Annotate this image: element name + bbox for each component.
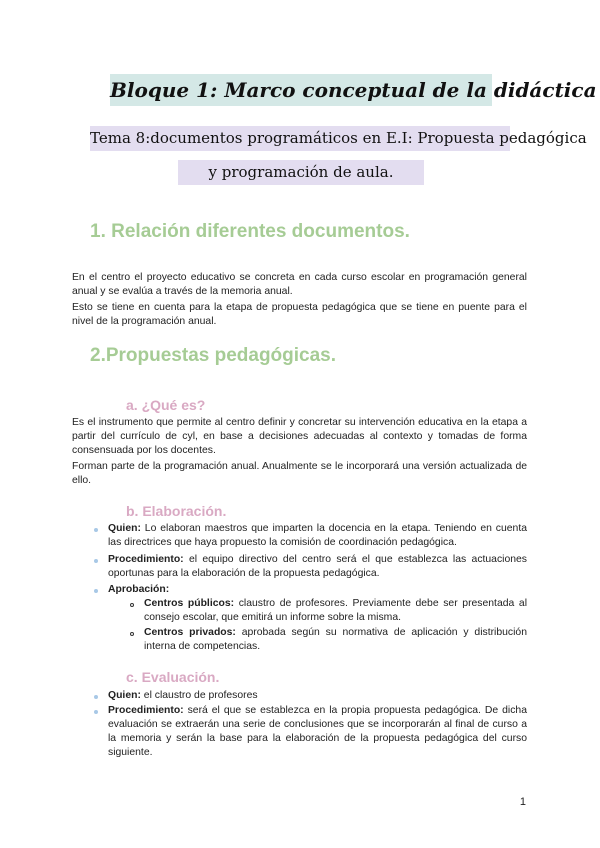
list-item-text: el equipo directivo del centro será el que establezca las actuaciones oportunas para la elaboración de la propuesta pedagógica. [108,554,527,579]
section-1-paragraph-2: Esto se tiene en cuenta para la etapa de propuesta pedagógica que se tiene en puente para el nivel de la programación anual. [72,302,527,327]
list-item [108,583,527,597]
bullet-dot-icon [94,710,98,714]
topic-title-line-2: y programación de aula. [178,160,424,185]
subsection-a-heading: a. ¿Qué es? [126,397,206,413]
list-item [108,704,527,760]
bullet-dot-icon [94,559,98,563]
sub-list-item [144,597,527,625]
list-item-text: Lo elaboran maestros que imparten la docencia en la etapa. Teniendo en cuenta las directrices que haya propuesto la comisión de coordinación pedagógica. [108,523,527,548]
bullet-circle-icon [130,632,134,636]
list-item [108,689,527,703]
subsection-c-heading: c. Evaluación. [126,669,220,685]
subsection-b-heading: b. Elaboración. [126,503,227,519]
sub-list-item-text: claustro de profesores. Previamente debe ser presentada al consejo escolar, que emitirá un informe sobre la misma. [144,598,527,623]
list-item-label: Quien: [108,690,141,701]
subsection-a-paragraph-2: Forman parte de la programación anual. Anualmente se le incorporará una versión actualizada de ello. [72,461,527,486]
list-item-label: Procedimiento: [108,554,184,565]
sub-list-item-label: Centros públicos: [144,598,235,609]
section-2-heading: 2.Propuestas pedagógicas. [90,345,337,366]
block-title: Bloque 1: Marco conceptual de la didáctica [110,74,492,106]
section-1-paragraph-1: En el centro el proyecto educativo se concreta en cada curso escolar en programación general anual y se evalúa a través de la memoria anual. [72,272,527,297]
subsection-a-paragraph-1: Es el instrumento que permite al centro definir y concretar su intervención educativa en la etapa a partir del currículo de cyl, en base a decisiones adecuadas al contexto y tomadas de forma consensuada por los docentes. [72,417,527,456]
topic-title-line-1: Tema 8:documentos programáticos en E.I: Propuesta pedagógica [90,126,510,151]
sub-list-item-text: aprobada según su normativa de aplicación y distribución interna de competencias. [144,627,527,652]
list-item-label: Procedimiento: [108,705,184,716]
sub-list-item [144,626,527,654]
bullet-circle-icon [130,603,134,607]
list-item-text: será el que se establezca en la propia propuesta pedagógica. De dicha evaluación se extraerán una serie de conclusiones que se incorporarán al final de curso a la memoria y serán la base para la elaboración de la propuesta pedagógica del curso siguiente. [108,705,527,758]
sub-list-item-label: Centros privados: [144,627,236,638]
bullet-dot-icon [94,528,98,532]
list-item-text: el claustro de profesores [140,690,258,701]
bullet-dot-icon [94,589,98,593]
section-1-heading: 1. Relación diferentes documentos. [90,221,410,242]
list-item [108,553,527,581]
list-item-label: Aprobación: [108,584,170,595]
list-item [108,522,527,550]
page-number: 1 [519,796,526,808]
bullet-dot-icon [94,695,98,699]
list-item-label: Quien: [108,523,141,534]
